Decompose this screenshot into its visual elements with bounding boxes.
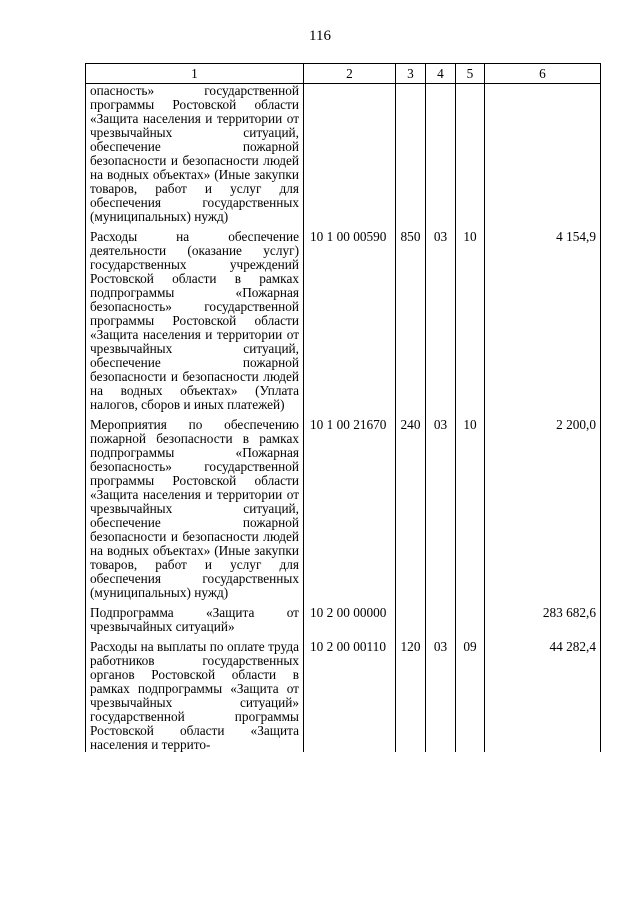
row-amount: 2 200,0 <box>485 418 601 606</box>
row-col-3 <box>396 84 426 231</box>
row-name: Подпрограмма «Защита от чрезвычайных ситуаций» <box>86 606 304 640</box>
table-row <box>86 84 601 231</box>
header-row <box>86 64 601 84</box>
header-col-6: 6 <box>485 64 601 84</box>
row-code <box>304 84 396 231</box>
row-col-5: 10 <box>456 418 485 606</box>
row-col-4: 03 <box>426 640 456 752</box>
row-col-3: 240 <box>396 418 426 606</box>
table-row <box>86 640 601 752</box>
row-code: 10 2 00 00110 <box>304 640 396 752</box>
row-name: Расходы на выплаты по оплате труда работников государственных органов Ростовской области в рамках подпрограммы «Защита от чрезвычайных ситуаций» государственной программы Ростовской области «Защита населения и террито- <box>86 640 304 752</box>
row-col-5: 09 <box>456 640 485 752</box>
row-col-5 <box>456 606 485 640</box>
row-amount: 4 154,9 <box>485 230 601 418</box>
header-col-3: 3 <box>396 64 426 84</box>
row-col-4 <box>426 606 456 640</box>
row-amount <box>485 84 601 231</box>
row-name: Мероприятия по обеспечению пожарной безопасности в рамках подпрограммы «Пожарная безопасность» государственной программы Ростовской области «Защита населения и территории от чрезвычайных ситуаций, обеспечение пожарной безопасности и безопасности людей на водных объектах» (Иные закупки товаров, работ и услуг для обеспечения государственных (муниципальных) нужд) <box>86 418 304 606</box>
row-col-4: 03 <box>426 418 456 606</box>
row-code: 10 1 00 21670 <box>304 418 396 606</box>
row-col-5 <box>456 84 485 231</box>
budget-table <box>85 63 601 752</box>
row-code: 10 1 00 00590 <box>304 230 396 418</box>
row-amount: 283 682,6 <box>485 606 601 640</box>
row-col-4 <box>426 84 456 231</box>
header-col-5: 5 <box>456 64 485 84</box>
header-col-2: 2 <box>304 64 396 84</box>
table-row <box>86 230 601 418</box>
row-col-5: 10 <box>456 230 485 418</box>
header-col-4: 4 <box>426 64 456 84</box>
row-name: Расходы на обеспечение деятельности (оказание услуг) государственных учреждений Ростовской области в рамках подпрограммы «Пожарная безопасность» государственной программы Ростовской области «Защита населения и территории от чрезвычайных ситуаций, обеспечение пожарной безопасности и безопасности людей на водных объектах» (Уплата налогов, сборов и иных платежей) <box>86 230 304 418</box>
row-col-3 <box>396 606 426 640</box>
row-amount: 44 282,4 <box>485 640 601 752</box>
header-col-1: 1 <box>86 64 304 84</box>
row-code: 10 2 00 00000 <box>304 606 396 640</box>
row-col-3: 850 <box>396 230 426 418</box>
row-col-4: 03 <box>426 230 456 418</box>
page-number: 116 <box>309 28 331 44</box>
table-row <box>86 418 601 606</box>
row-name: опасность» государственной программы Ростовской области «Защита населения и территории от чрезвычайных ситуаций, обеспечение пожарной безопасности и безопасности людей на водных объектах» (Иные закупки товаров, работ и услуг для обеспечения государственных (муниципальных) нужд) <box>86 84 304 231</box>
row-col-3: 120 <box>396 640 426 752</box>
table-row <box>86 606 601 640</box>
